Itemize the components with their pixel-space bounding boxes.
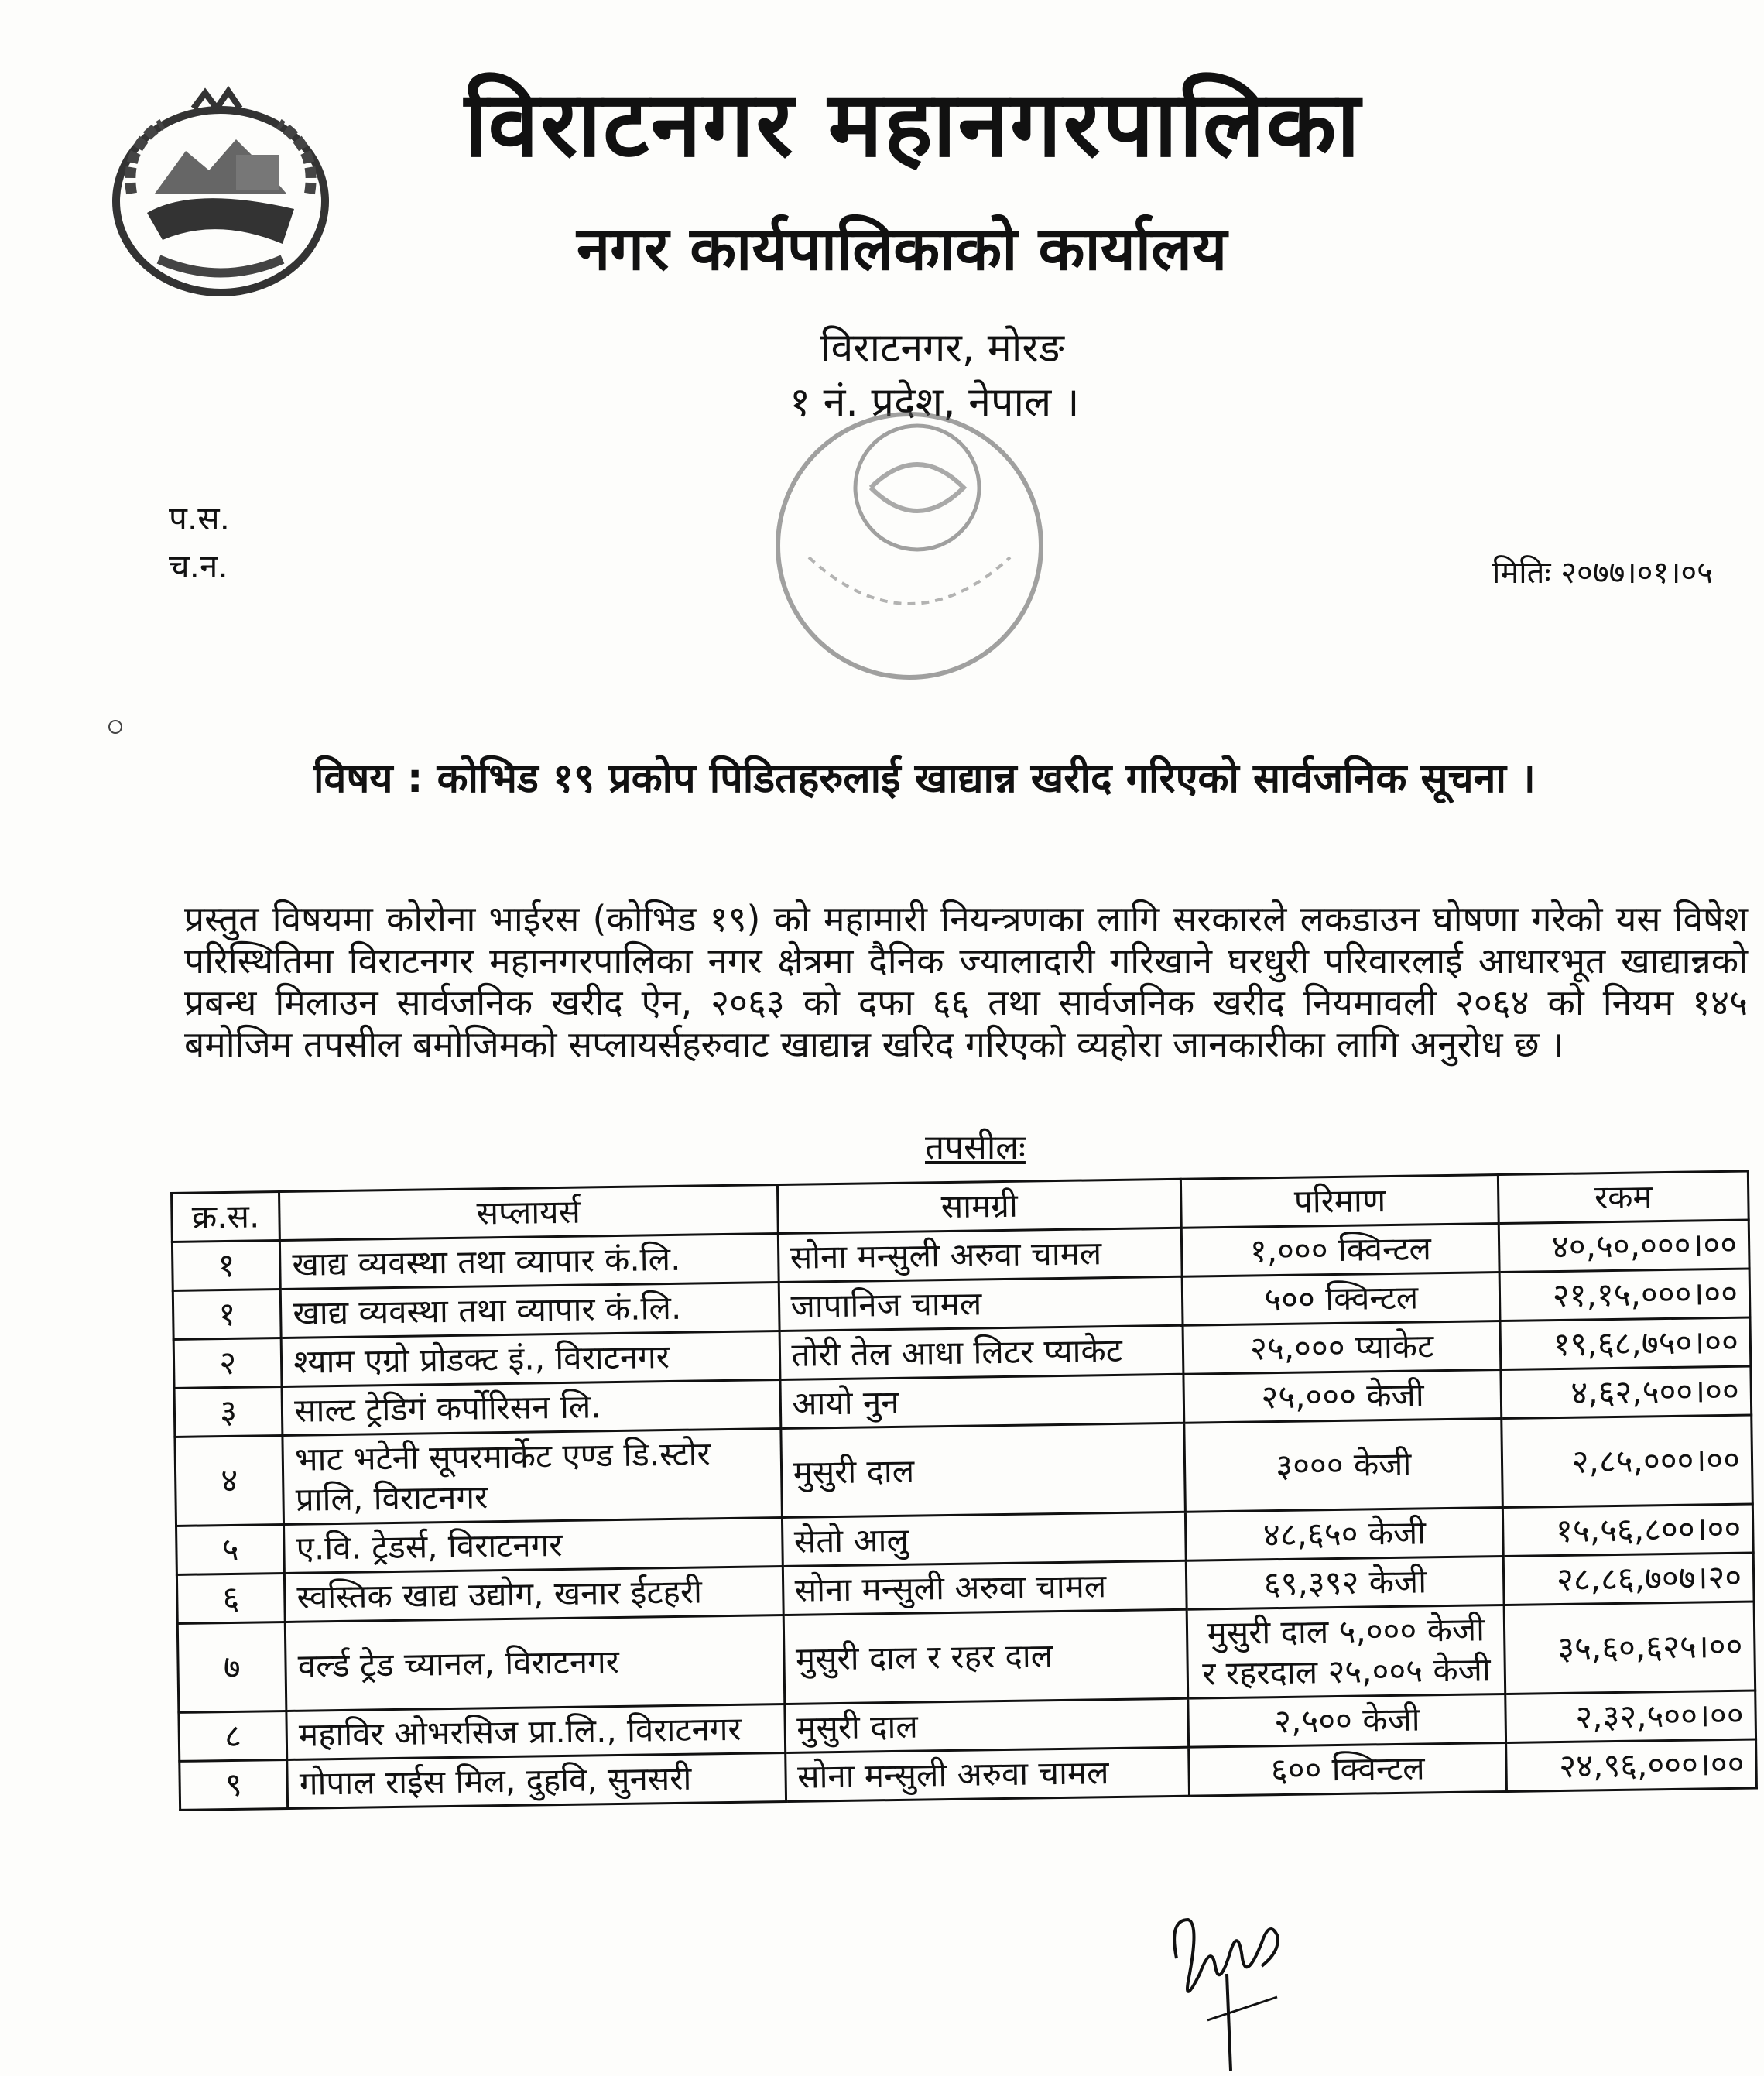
header-item: सामग्री [777,1179,1182,1233]
nepal-emblem-icon [101,77,341,310]
cell-serial: २ [173,1338,282,1389]
office-title: नगर कार्यपालिकाको कार्यालय [577,214,1228,284]
cell-serial: ४ [175,1436,284,1526]
cell-supplier: ए.वि. ट्रेडर्स, विराटनगर [284,1518,783,1574]
cell-quantity: १,००० क्विन्टल [1182,1224,1499,1277]
cell-serial: ६ [176,1573,285,1623]
cell-item: मुसुरी दाल [780,1423,1185,1517]
cell-item: मुसुरी दाल र रहर दाल [783,1609,1188,1704]
scan-mark [108,720,122,734]
cell-quantity: ५०० क्विन्टल [1183,1273,1500,1326]
header-supplier: सप्लायर्स [279,1185,778,1241]
cell-amount: १९,६८,७५०।०० [1500,1317,1751,1370]
cell-serial: ७ [177,1622,286,1712]
office-address: विराटनगर, मोरङ [820,325,1064,372]
cell-quantity: ६०० क्विन्टल [1189,1742,1506,1796]
cell-supplier: श्याम एग्रो प्रोडक्ट इं., विराटनगर [281,1331,779,1387]
cell-quantity: २,५०० केजी [1188,1694,1505,1747]
cell-serial: १ [172,1241,280,1291]
cell-quantity: २५,००० केजी [1183,1370,1501,1423]
cell-item: सोना मन्सुली अरुवा चामल [778,1228,1183,1282]
cell-amount: १५,५६,८००।०० [1502,1504,1753,1557]
cell-serial: ९ [180,1759,288,1810]
cell-quantity: मुसुरी दाल ५,००० केजी र रहरदाल २५,००५ केजी [1187,1605,1505,1698]
cell-amount: ३५,६०,६२५।०० [1504,1602,1755,1694]
dispatch-number-label: च.न. [169,547,228,585]
cell-serial: ५ [176,1524,285,1574]
letter-number-label: प.स. [169,499,230,537]
cell-quantity: ६९,३९२ केजी [1187,1556,1504,1609]
cell-quantity: २५,००० प्याकेट [1183,1321,1500,1375]
details-heading: तपसीलः [925,1128,1026,1167]
header-serial: क्र.स. [172,1192,280,1242]
cell-supplier: गोपाल राईस मिल, दुहवि, सुनसरी [287,1752,786,1808]
cell-serial: ३ [174,1387,283,1437]
subject-line: विषय : कोभिड १९ प्रकोप पिडितहरुलाई खाद्यान्न खरीद गरिएको सार्वजनिक सूचना । [313,755,1536,802]
cell-serial: १ [173,1290,281,1340]
body-paragraph: प्रस्तुत विषयमा कोरोना भाईरस (कोभिड १९) को महामारी नियन्त्रणका लागि सरकारले लकडाउन घोषणा गरेको यस विषेश परिस्थितिमा विराटनगर महानगरपालिका नगर क्षेत्रमा दैनिक ज्यालादारी गरिखाने घरधुरी परिवारलाई आधारभूत खाद्यान्नको प्रबन्ध मिलाउन सार्वजनिक खरीद ऐन, २०६३ को दफा ६६ तथा सार्वजनिक खरीद नियमावली २०६४ को नियम १४५ बमोजिम तपसील बमोजिमको सप्लायर्सहरुवाट खाद्यान्न खरिद गरिएको व्यहोरा जानकारीका लागि अनुरोध छ । [184,898,1748,1065]
cell-amount: ४,६२,५००।०० [1501,1366,1752,1419]
cell-item: आयो नुन [779,1374,1184,1428]
cell-amount: २८,८६,७०७।२० [1503,1553,1754,1605]
cell-item: सोना मन्सुली अरुवा चामल [785,1747,1190,1801]
cell-item: तोरी तेल आधा लिटर प्याकेट [779,1325,1184,1379]
office-seal-stamp [762,403,1057,689]
cell-amount: २१,१५,०००।०० [1499,1269,1750,1321]
procurement-table [170,1170,1758,1811]
cell-amount: २,८५,०००।०० [1502,1415,1753,1507]
cell-amount: २,३२,५००।०० [1505,1691,1756,1743]
cell-item: सोना मन्सुली अरुवा चामल [783,1560,1187,1615]
cell-quantity: ३००० केजी [1184,1419,1502,1512]
cell-amount: ४०,५०,०००।०० [1499,1220,1749,1273]
signature-mark [1153,1889,1308,2074]
cell-quantity: ४८,६५० केजी [1186,1508,1503,1561]
cell-supplier: भाट भटेनी सूपरमार्केट एण्ड डि.स्टोर प्रालि, विराटनगर [283,1429,782,1525]
office-province: १ नं. प्रदेश, नेपाल । [790,379,1080,426]
cell-item: सेतो आलु [782,1512,1187,1566]
cell-item: जापानिज चामल [779,1276,1183,1331]
cell-supplier: वर्ल्ड ट्रेड च्यानल, विराटनगर [286,1615,785,1711]
cell-supplier: खाद्य व्यवस्था तथा व्यापार कं.लि. [281,1283,779,1338]
cell-supplier: खाद्य व्यवस्था तथा व्यापार कं.लि. [280,1234,779,1290]
cell-supplier: महाविर ओभरसिज प्रा.लि., विराटनगर [286,1704,785,1759]
cell-item: मुसुरी दाल [784,1698,1189,1752]
cell-amount: २४,९६,०००।०० [1506,1739,1757,1792]
header-quantity: परिमाण [1181,1175,1499,1228]
header-amount: रकम [1498,1171,1749,1224]
cell-serial: ८ [179,1711,287,1761]
municipality-title: विराटनगर महानगरपालिका [464,70,1362,177]
letter-date: मितिः २०७७।०१।०५ [1492,555,1713,591]
cell-supplier: स्वस्तिक खाद्य उद्योग, खनार ईटहरी [285,1567,783,1622]
cell-supplier: साल्ट ट्रेडिगं कर्पोरिसन लि. [282,1380,780,1436]
